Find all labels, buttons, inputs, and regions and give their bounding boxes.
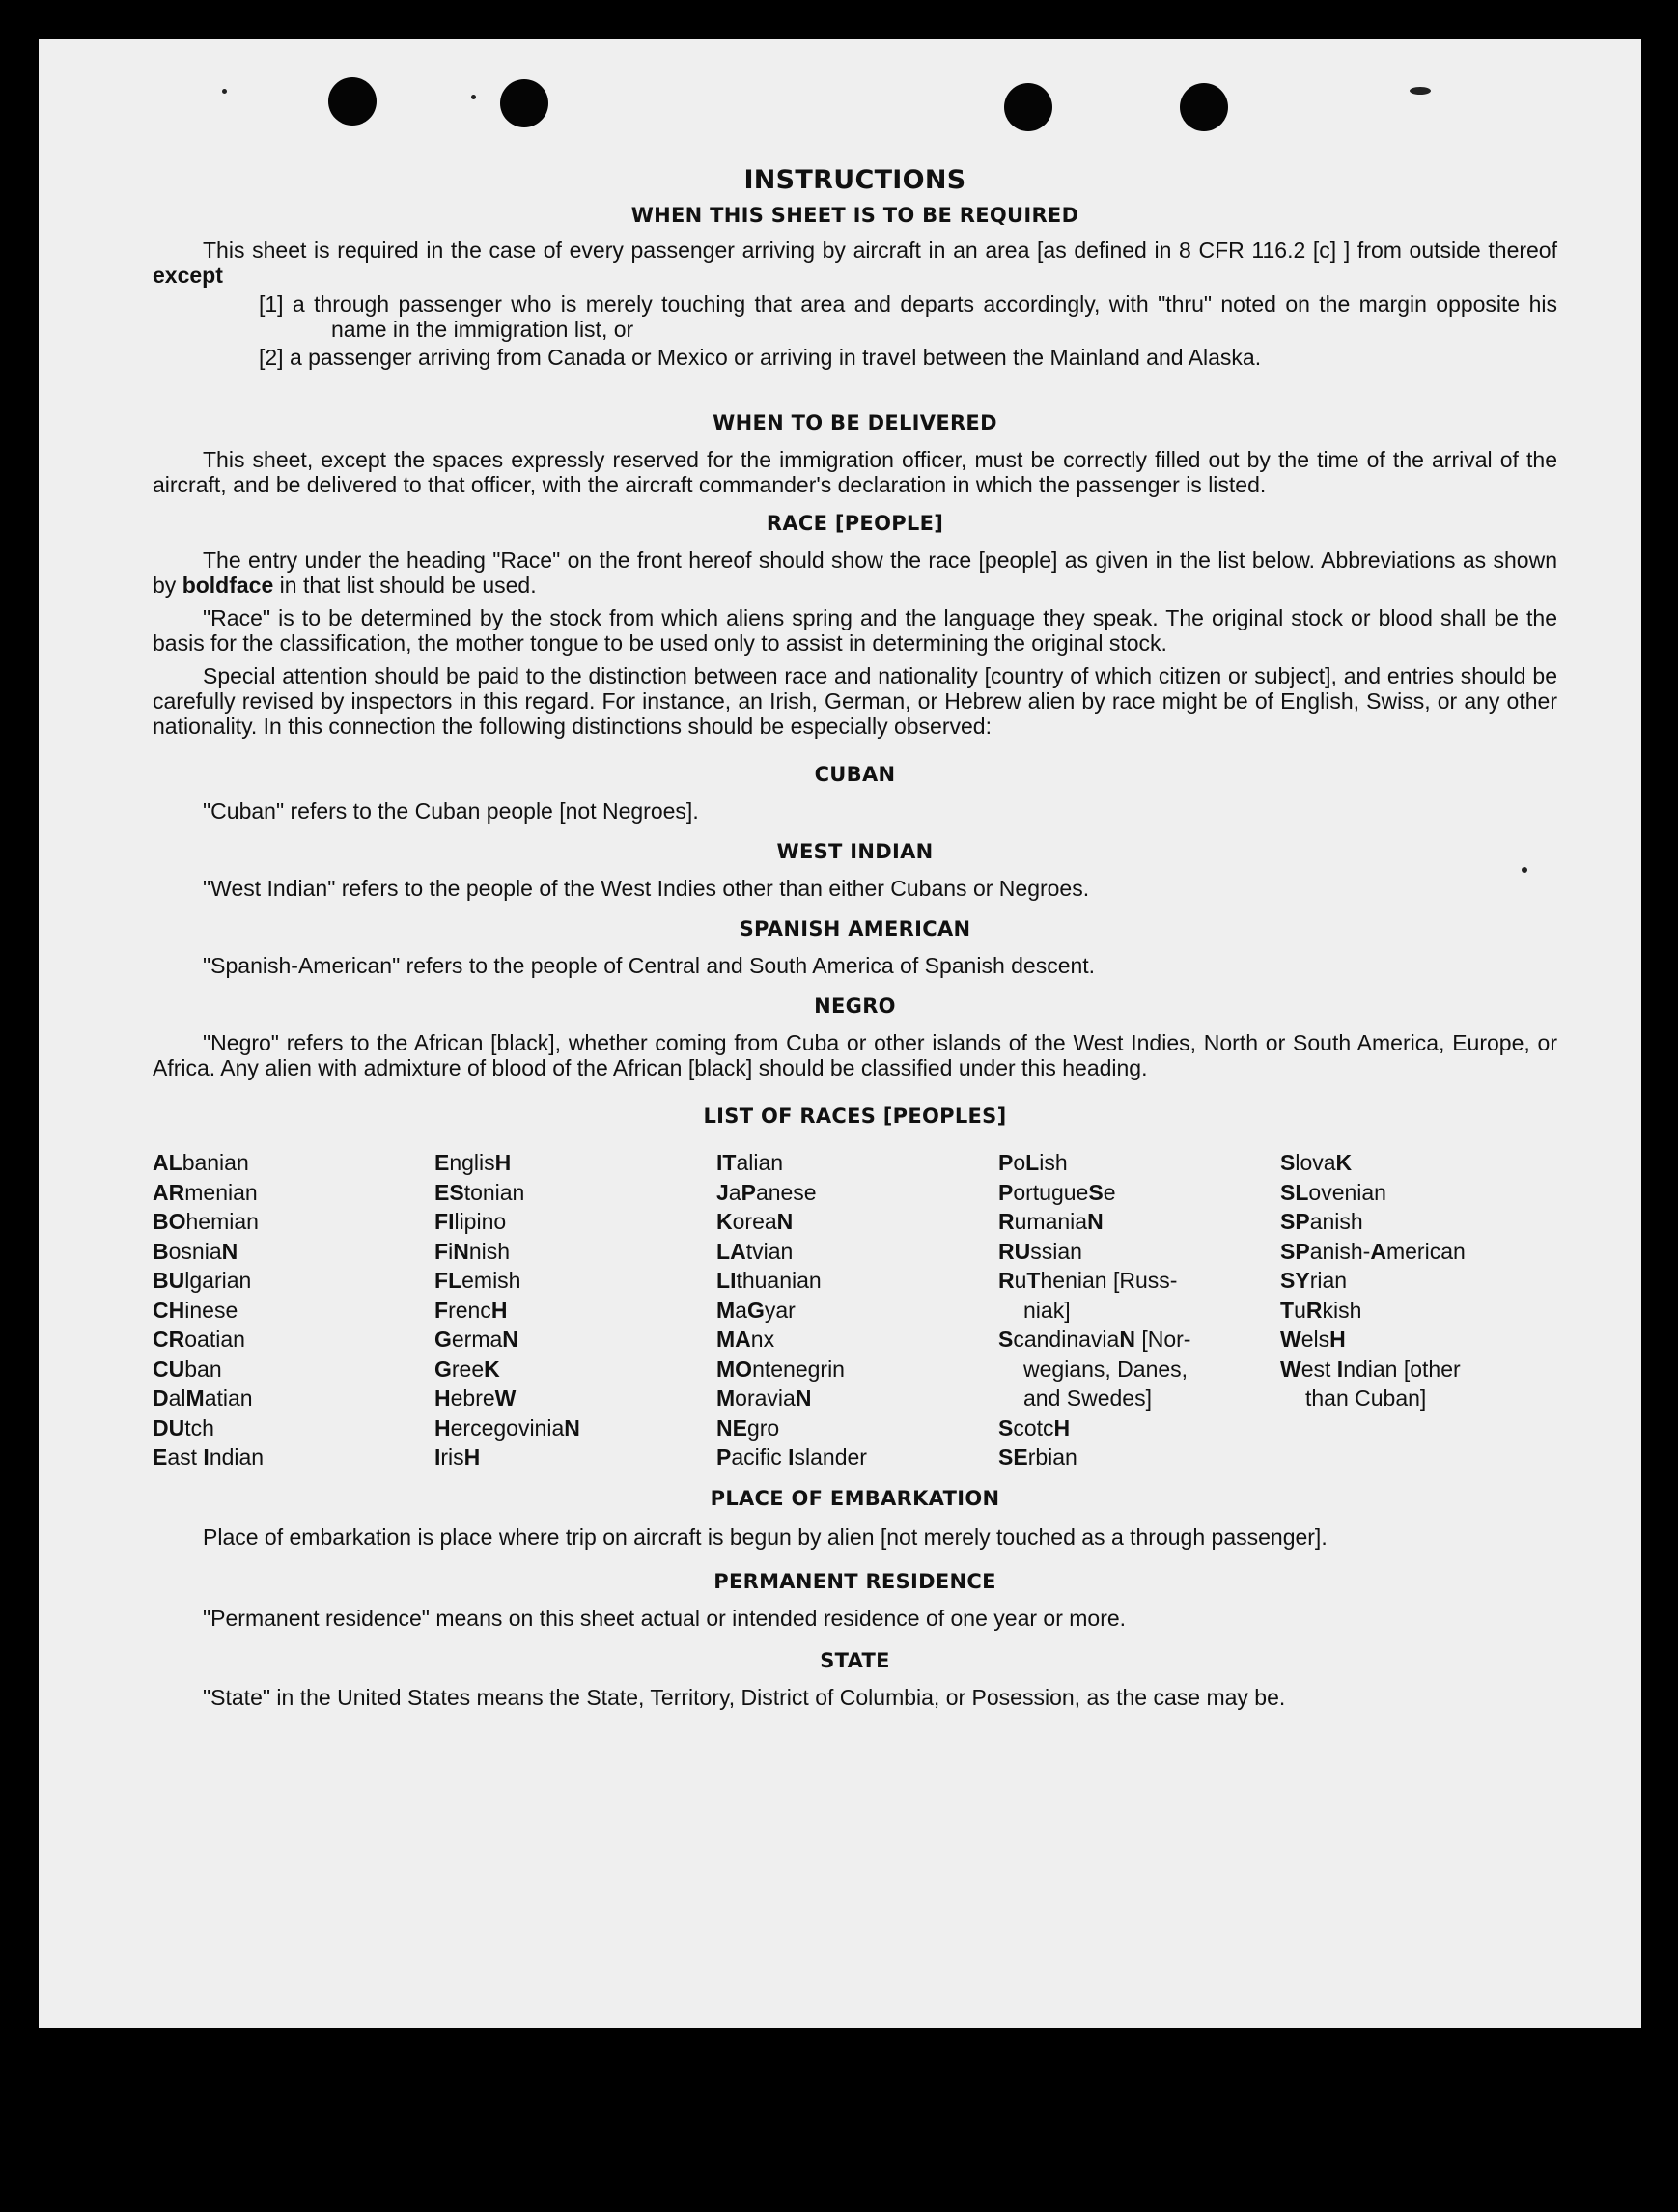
negro-text: "Negro" refers to the African [black], whether coming from Cuba or other islands of the West Indies, North or South America, Europe, or Africa. Any alien with admixture of blood of the African [black] should be classified under this heading. [153,1030,1557,1080]
required-intro [153,238,1557,288]
heading-state: STATE [820,1648,890,1672]
race-entry: SErbian [998,1444,1077,1470]
race-entry: Pacific Islander [716,1444,867,1470]
race-entry: ScotcH [998,1414,1071,1441]
punch-hole-icon [1004,83,1052,131]
race-entry: EnglisH [434,1150,512,1175]
race-entry: ITalian [716,1150,784,1175]
heading-race: RACE [PEOPLE] [766,512,944,535]
spanish-american-text: "Spanish-American" refers to the people of Central and South America of Spanish descent. [203,953,1096,978]
cuban-text: "Cuban" refers to the Cuban people [not Negroes]. [203,798,699,824]
page-title: INSTRUCTIONS [743,165,966,195]
race-entry: GermaN [434,1327,518,1352]
race-entry: MAnx [716,1327,775,1352]
race-entry: NEgro [716,1414,780,1441]
race-column [434,1148,716,1472]
race-entry: PoLish [998,1150,1068,1175]
race-entry: and Swedes] [1023,1386,1152,1411]
race-entry: ScandinaviaN [Nor- [998,1327,1191,1352]
race-entry: PortugueSe [998,1179,1116,1205]
state-text: "State" in the United States means the State, Territory, District of Columbia, or Posession, as the case may be. [203,1684,1286,1710]
race-entry: CHinese [153,1297,238,1323]
race-entry: FIlipino [434,1209,507,1234]
heading-cuban: CUBAN [814,763,896,786]
race-entry: SPanish-American [1280,1238,1466,1264]
heading-embarkation: PLACE OF EMBARKATION [710,1486,1000,1510]
race-entry: RuThenian [Russ- [998,1268,1178,1293]
race-entry: EStonian [434,1179,525,1205]
race-entry: DUtch [153,1414,214,1441]
race-entry: WelsH [1280,1327,1346,1352]
race-entry: MOntenegrin [716,1356,845,1382]
race-entry: wegians, Danes, [1023,1356,1189,1382]
race-paragraph-1-text: The entry under the heading "Race" on the front hereof should show the race [people] as given in the list below. Abbreviations as shown by [153,547,1557,598]
embarkation-text: Place of embarkation is place where trip on aircraft is begun by alien [not merely touched as a through passenger]. [203,1524,1328,1550]
race-column [153,1148,434,1472]
race-entry: HebreW [434,1386,517,1411]
race-entry: West Indian [other [1280,1356,1461,1382]
residence-text: "Permanent residence" means on this sheet actual or intended residence of one year or more. [203,1605,1127,1631]
race-entry: BUlgarian [153,1268,252,1293]
race-entry: JaPanese [716,1179,817,1205]
race-entry: GreeK [434,1356,500,1382]
race-entry: LIthuanian [716,1268,822,1293]
heading-delivered: WHEN TO BE DELIVERED [713,411,997,434]
ink-speck-icon [471,95,476,99]
race-entry: SYrian [1280,1268,1348,1293]
heading-west-indian: WEST INDIAN [776,840,934,863]
race-entry: IrisH [434,1444,481,1470]
race-entry: RUssian [998,1238,1082,1264]
race-entry: FrencH [434,1297,508,1323]
race-paragraph-1 [153,547,1557,598]
race-entry: ARmenian [153,1179,258,1205]
race-paragraph-1-end: in that list should be used. [273,573,537,598]
race-entry: SLovenian [1280,1179,1386,1205]
race-paragraph-1-bold: boldface [182,573,274,598]
ink-speck-icon [1410,87,1431,95]
race-column [998,1148,1280,1472]
race-entry: CRoatian [153,1327,245,1352]
instructions-content [153,164,1557,1710]
race-entry: SlovaK [1280,1150,1353,1175]
race-entry: MoraviaN [716,1386,812,1411]
race-entry: East Indian [153,1444,265,1470]
race-entry: ALbanian [153,1150,249,1175]
race-entry: than Cuban] [1305,1386,1427,1411]
race-entry: FiNnish [434,1238,511,1264]
race-entry: FLemish [434,1268,521,1293]
race-entry: RumaniaN [998,1209,1104,1234]
race-entry: HercegoviniaN [434,1414,580,1441]
race-paragraph-2: "Race" is to be determined by the stock from which aliens spring and the language they speak. The original stock or blood shall be the basis for the classification, the mother tongue to be used only to assist in determining the original stock. [153,605,1557,656]
race-column [1280,1148,1557,1472]
race-entry: LAtvian [716,1238,794,1264]
race-entry: MaGyar [716,1297,796,1323]
race-entry: DalMatian [153,1386,253,1411]
required-item-2: [2] a passenger arriving from Canada or Mexico or arriving in travel between the Mainland and Alaska. [259,345,1262,370]
punch-hole-icon [500,79,548,127]
instruction-sheet [39,39,1641,2028]
race-column [716,1148,998,1472]
race-entry: niak] [1023,1297,1071,1323]
heading-required: WHEN THIS SHEET IS TO BE REQUIRED [630,204,1079,227]
required-intro-text: This sheet is required in the case of every passenger arriving by aircraft in an area [as defined in 8 CFR 116.2 [c] ] from outside thereof [203,238,1557,263]
required-intro-bold: except [153,263,223,288]
punch-hole-icon [1180,83,1228,131]
ink-speck-icon [222,89,227,94]
race-entry: SPanish [1280,1209,1363,1234]
race-entry: BOhemian [153,1209,259,1234]
heading-spanish-american: SPANISH AMERICAN [739,917,971,940]
west-indian-text: "West Indian" refers to the people of the West Indies other than either Cubans or Negroes. [203,876,1090,901]
delivered-text: This sheet, except the spaces expressly reserved for the immigration officer, must be correctly filled out by the time of the arrival of the aircraft, and be delivered to that officer, with the aircraft commander's declaration in which the passenger is listed. [153,447,1557,497]
race-paragraph-3: Special attention should be paid to the distinction between race and nationality [country of which citizen or subject], and entries should be carefully revised by inspectors in this regard. For instance, an Irish, German, or Hebrew alien by race might be of English, Swiss, or any other nationality. In this connection the following distinctions should be especially observed: [153,663,1557,739]
race-list [153,1148,1557,1472]
required-item-1: [1] a through passenger who is merely touching that area and departs accordingly, with "thru" noted on the margin opposite his name in the immigration list, or [259,292,1557,342]
race-entry: CUban [153,1356,222,1382]
race-entry: BosniaN [153,1238,238,1264]
race-entry: KoreaN [716,1209,794,1234]
heading-residence: PERMANENT RESIDENCE [713,1569,996,1593]
race-entry: TuRkish [1280,1297,1362,1323]
heading-list-of-races: LIST OF RACES [PEOPLES] [703,1105,1007,1128]
heading-negro: NEGRO [814,994,896,1018]
punch-hole-icon [328,77,377,126]
